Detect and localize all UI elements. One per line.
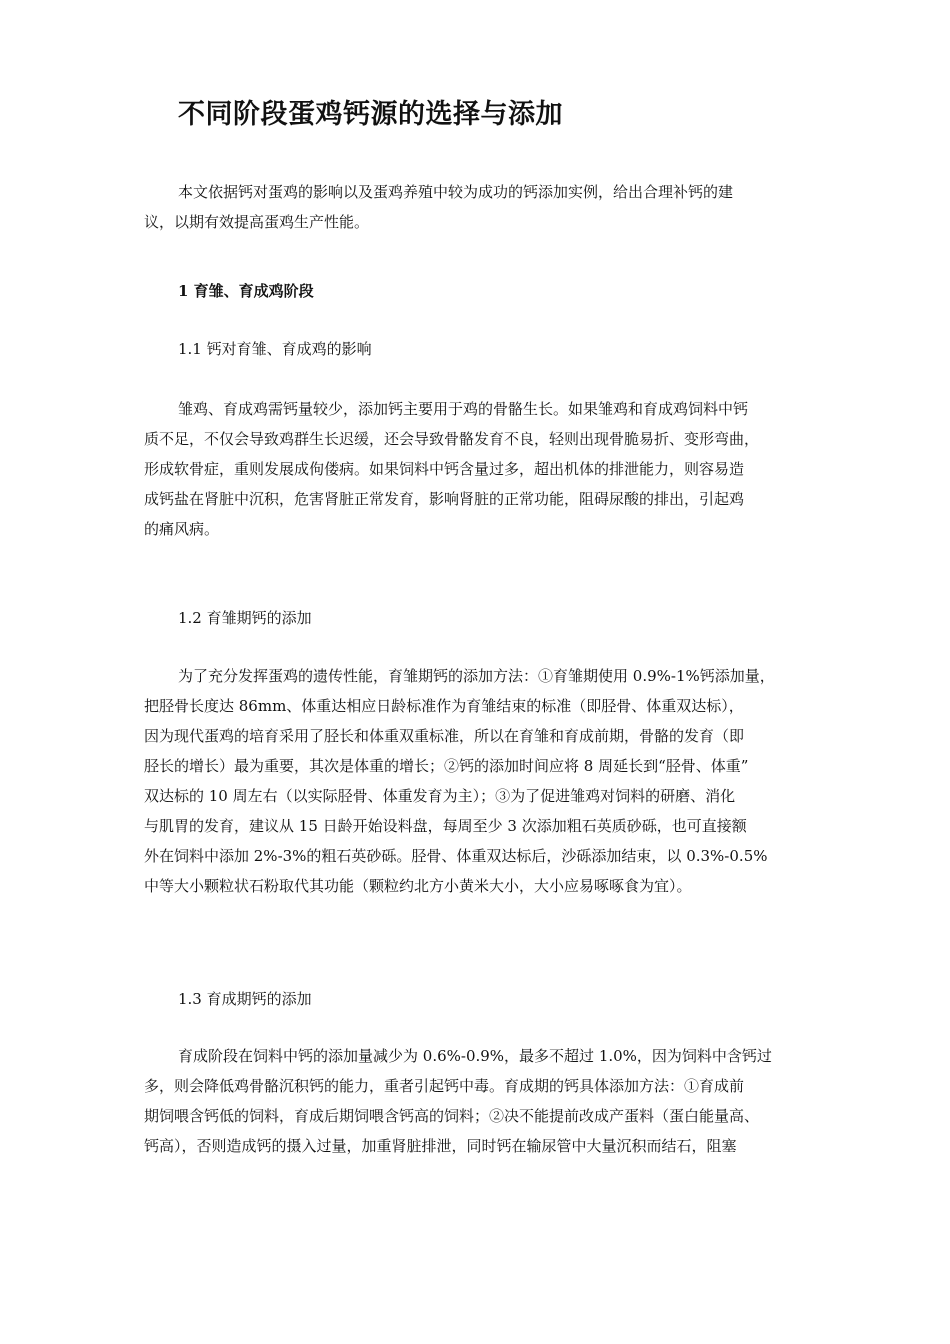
paragraph-line: 与肌胃的发育，建议从 15 日龄开始设料盘，每周至少 3 次添加粗石英质砂砾，也可直接额: [144, 817, 747, 835]
paragraph-line: 中等大小颗粒状石粉取代其功能（颗粒约北方小黄米大小，大小应易啄啄食为宜）。: [144, 877, 692, 895]
intro-line: 议，以期有效提高蛋鸡生产性能。: [144, 213, 370, 231]
paragraph-line: 因为现代蛋鸡的培育采用了胫长和体重双重标准，所以在育雏和育成前期，骨骼的发育（即: [144, 727, 745, 745]
paragraph-line: 把胫骨长度达 86mm、体重达相应日龄标准作为育雏结束的标准（即胫骨、体重双达标），: [144, 697, 744, 715]
paragraph-line: 胫长的增长）最为重要，其次是体重的增长；②钙的添加时间应将 8 周延长到“胫骨、体重”: [144, 757, 749, 775]
paragraph-line: 形成软骨症，重则发展成佝偻病。如果饲料中钙含量过多，超出机体的排泄能力，则容易造: [144, 460, 745, 478]
paragraph-line: 为了充分发挥蛋鸡的遗传性能，育雏期钙的添加方法：①育雏期使用 0.9%-1%钙添加量，: [178, 667, 775, 685]
paragraph-line: 育成阶段在饲料中钙的添加量减少为 0.6%-0.9%，最多不超过 1.0%，因为饲料中含钙过: [178, 1047, 772, 1065]
paragraph-line: 钙高），否则造成钙的摄入过量，加重肾脏排泄，同时钙在输尿管中大量沉积而结石，阻塞: [144, 1137, 737, 1155]
paragraph-line: 质不足，不仅会导致鸡群生长迟缓，还会导致骨骼发育不良，轻则出现骨脆易折、变形弯曲，: [144, 430, 760, 448]
paragraph-line: 多，则会降低鸡骨骼沉积钙的能力，重者引起钙中毒。育成期的钙具体添加方法：①育成前: [144, 1077, 745, 1095]
section-1-1-heading: 1.1 钙对育雏、育成鸡的影响: [178, 340, 372, 358]
paragraph-line: 成钙盐在肾脏中沉积，危害肾脏正常发育，影响肾脏的正常功能，阻碍尿酸的排出，引起鸡: [144, 490, 745, 508]
intro-paragraph: [144, 177, 834, 237]
section-1-1-paragraph: [144, 394, 834, 544]
section-1-2-heading: 1.2 育雏期钙的添加: [178, 609, 312, 627]
section-1-heading: 1 育雏、育成鸡阶段: [178, 282, 314, 300]
paragraph-line: 外在饲料中添加 2%-3%的粗石英砂砾。胫骨、体重双达标后，沙砾添加结束，以 0.3%-0.5%: [144, 847, 768, 865]
intro-line: 本文依据钙对蛋鸡的影响以及蛋鸡养殖中较为成功的钙添加实例，给出合理补钙的建: [178, 183, 734, 201]
section-1-2-paragraph: [144, 661, 834, 901]
section-1-3-heading: 1.3 育成期钙的添加: [178, 990, 312, 1008]
paragraph-line: 雏鸡、育成鸡需钙量较少，添加钙主要用于鸡的骨骼生长。如果雏鸡和育成鸡饲料中钙: [178, 400, 749, 418]
paragraph-line: 期饲喂含钙低的饲料，育成后期饲喂含钙高的饲料；②决不能提前改成产蛋料（蛋白能量高、: [144, 1107, 760, 1125]
paragraph-line: 的痛风病。: [144, 520, 220, 538]
section-1-3-paragraph: [144, 1041, 834, 1161]
document-title: 不同阶段蛋鸡钙源的选择与添加: [178, 99, 563, 130]
paragraph-line: 双达标的 10 周左右（以实际胫骨、体重发育为主）；③为了促进雏鸡对饲料的研磨、消化: [144, 787, 736, 805]
